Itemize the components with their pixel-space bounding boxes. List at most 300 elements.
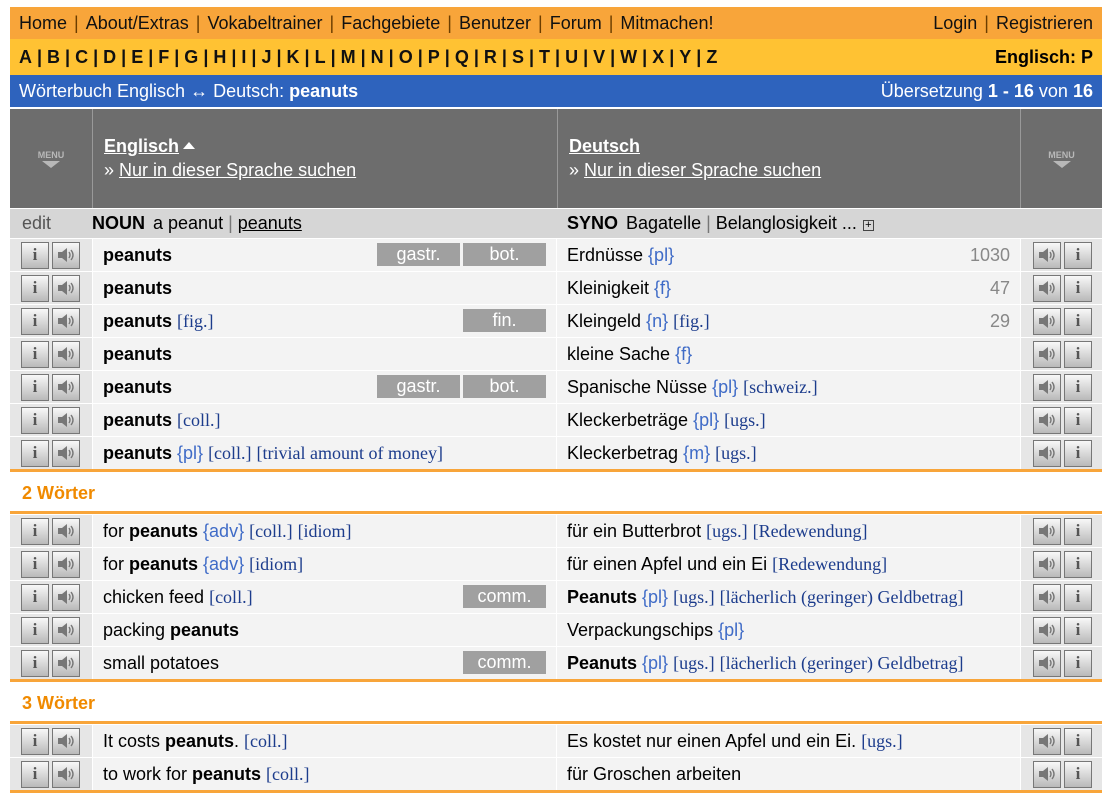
letter-separator: | [583, 46, 589, 67]
info-button[interactable] [1064, 242, 1092, 269]
headword[interactable]: peanuts [129, 520, 199, 541]
letter-separator: | [231, 46, 237, 67]
edit-link[interactable]: edit [22, 213, 52, 233]
vote-count: 1030 [969, 244, 1010, 265]
translation-row [10, 370, 1102, 403]
letter-link-x[interactable]: X [652, 46, 665, 67]
menu-left[interactable] [10, 109, 92, 208]
letter-link-s[interactable]: S [511, 46, 524, 67]
info-button[interactable] [1064, 518, 1092, 545]
usage-label: [lächerlich (geringer) Geldbetrag] [719, 586, 964, 607]
row-tools-right [1021, 272, 1102, 304]
row-tools-right [1021, 515, 1102, 547]
row-tools-right [1021, 437, 1102, 469]
result-count-label: Übersetzung [880, 80, 983, 101]
row-tools-left [10, 404, 92, 436]
speaker-icon [1038, 412, 1056, 428]
entry-text: Es kostet nur einen Apfel und ein Ei. [567, 730, 857, 751]
nav-link-home[interactable]: Home [19, 12, 68, 33]
letter-link-q[interactable]: Q [454, 46, 469, 67]
usage-label: [ugs.] [861, 730, 903, 751]
subject-tags [463, 309, 546, 332]
nav-link-about-extras[interactable]: About/Extras [85, 12, 189, 33]
nav-link-login[interactable]: Login [933, 12, 978, 33]
expand-synonyms-icon[interactable]: + [863, 220, 874, 231]
pronunciation-button[interactable] [52, 650, 80, 677]
german-entry [557, 272, 1021, 304]
pronunciation-button[interactable] [52, 551, 80, 578]
pronunciation-button[interactable] [52, 728, 80, 755]
speaker-icon [57, 247, 75, 263]
entry-text: für ein Butterbrot [567, 520, 702, 541]
row-tools-left [10, 758, 92, 790]
synonym-1[interactable]: Bagatelle [626, 213, 702, 233]
pronunciation-button[interactable] [52, 518, 80, 545]
result-count [881, 81, 1093, 102]
info-button[interactable] [21, 308, 49, 335]
nav-link-benutzer[interactable]: Benutzer [458, 12, 532, 33]
grammar-label: {pl} [693, 409, 720, 430]
plural-form-link[interactable]: peanuts [237, 213, 302, 233]
speaker-icon [1038, 622, 1056, 638]
info-icon: i [1075, 311, 1081, 330]
translation-row [10, 403, 1102, 436]
pronunciation-button[interactable] [1033, 275, 1061, 302]
info-button[interactable] [1064, 308, 1092, 335]
result-range: 1 - 16 [987, 80, 1034, 101]
column-header [10, 107, 1102, 208]
info-icon: i [32, 620, 38, 639]
current-letter[interactable]: Englisch: P [994, 46, 1093, 67]
letter-separator: | [642, 46, 648, 67]
english-entry [92, 614, 557, 646]
search-german-only-link[interactable]: Nur in dieser Sprache suchen [584, 160, 822, 180]
info-button[interactable] [21, 407, 49, 434]
entry-text: for [103, 553, 130, 574]
menu-label: MENU [37, 149, 65, 160]
headword[interactable]: peanuts [192, 763, 262, 784]
usage-label: [fig.] [673, 310, 710, 331]
grammar-label: {f} [675, 343, 693, 364]
sort-german-link[interactable]: Deutsch [569, 136, 641, 156]
letter-separator: | [304, 46, 310, 67]
usage-label: [lächerlich (geringer) Geldbetrag] [719, 652, 964, 673]
column-english [92, 109, 557, 208]
row-tools-right [1021, 548, 1102, 580]
info-button[interactable] [21, 650, 49, 677]
info-icon: i [32, 410, 38, 429]
letter-separator: | [473, 46, 479, 67]
info-button[interactable] [21, 584, 49, 611]
nav-link-vokabeltrainer[interactable]: Vokabeltrainer [207, 12, 323, 33]
nav-links [19, 13, 713, 34]
row-tools-left [10, 239, 92, 271]
letter-link-w[interactable]: W [620, 46, 638, 67]
row-tools-right [1021, 581, 1102, 613]
info-button[interactable] [1064, 650, 1092, 677]
usage-label: [ugs.] [673, 652, 715, 673]
german-entry [557, 338, 1021, 370]
pronunciation-button[interactable] [1033, 242, 1061, 269]
headword[interactable]: peanuts [103, 277, 173, 298]
pronunciation-button[interactable] [52, 584, 80, 611]
nav-link-forum[interactable]: Forum [549, 12, 602, 33]
info-icon: i [32, 731, 38, 750]
info-icon: i [32, 653, 38, 672]
info-button[interactable] [1064, 761, 1092, 788]
pronunciation-button[interactable] [1033, 551, 1061, 578]
translation-row [10, 514, 1102, 547]
pronunciation-button[interactable] [52, 275, 80, 302]
letter-link-e[interactable]: E [131, 46, 144, 67]
english-entry [92, 758, 557, 790]
entry-text: Verpackungschips [567, 619, 714, 640]
grammar-label: {pl} [177, 442, 204, 463]
pronunciation-button[interactable] [52, 407, 80, 434]
english-entry [92, 581, 557, 613]
entry-text: It costs [103, 730, 166, 751]
entry-text: to work for [103, 763, 193, 784]
entry-text: . [234, 730, 240, 751]
pronunciation-button[interactable] [1033, 650, 1061, 677]
info-button[interactable] [21, 275, 49, 302]
usage-label: [idiom] [297, 520, 352, 541]
info-button[interactable] [21, 617, 49, 644]
info-button[interactable] [21, 242, 49, 269]
letter-separator: | [251, 46, 257, 67]
search-english-only-link[interactable]: Nur in dieser Sprache suchen [119, 160, 357, 180]
nav-link-registrieren[interactable]: Registrieren [995, 12, 1093, 33]
info-button[interactable] [21, 374, 49, 401]
info-button[interactable] [1064, 374, 1092, 401]
german-entry [557, 758, 1021, 790]
letter-link-m[interactable]: M [340, 46, 356, 67]
info-button[interactable] [1064, 407, 1092, 434]
info-icon: i [32, 377, 38, 396]
vote-count: 47 [989, 277, 1010, 298]
speaker-icon [57, 733, 75, 749]
subject-tags [377, 375, 546, 398]
grammar-label: {pl} [718, 619, 745, 640]
letter-link-z[interactable]: Z [706, 46, 718, 67]
headword[interactable]: peanuts [103, 442, 173, 463]
pronunciation-button[interactable] [52, 242, 80, 269]
row-tools-right [1021, 404, 1102, 436]
subject-tag[interactable]: comm. [463, 651, 546, 674]
letter-separator: | [174, 46, 180, 67]
letter-link-k[interactable]: K [286, 46, 300, 67]
headword[interactable]: peanuts [103, 409, 173, 430]
letter-separator: | [669, 46, 675, 67]
headword[interactable]: peanuts [103, 376, 173, 397]
pronunciation-button[interactable] [1033, 518, 1061, 545]
speaker-icon [1038, 247, 1056, 263]
info-icon: i [32, 554, 38, 573]
nav-link-mitmachen[interactable]: Mitmachen! [620, 12, 714, 33]
grammar-label: {adv} [203, 520, 245, 541]
usage-label: [coll.] [244, 730, 288, 751]
search-prefix: » [104, 160, 115, 180]
speaker-icon [57, 445, 75, 461]
speaker-icon [57, 655, 75, 671]
info-button[interactable] [21, 341, 49, 368]
info-icon: i [1075, 764, 1081, 783]
info-button[interactable] [1064, 584, 1092, 611]
entry-text: small potatoes [103, 652, 220, 673]
nav-separator: | [447, 12, 452, 33]
usage-label: [coll.] [266, 763, 310, 784]
nav-separator: | [195, 12, 201, 33]
pronunciation-button[interactable] [1033, 761, 1061, 788]
translation-row [10, 238, 1102, 271]
vote-count: 29 [989, 310, 1010, 331]
row-tools-left [10, 548, 92, 580]
headword[interactable]: Peanuts [567, 652, 638, 673]
entry-header-german: SYNO Bagatelle | Belanglosigkeit ... + [558, 213, 1102, 234]
results [10, 238, 1102, 793]
headword[interactable]: peanuts [103, 343, 173, 364]
entry-text: packing [103, 619, 171, 640]
menu-icon[interactable] [1048, 150, 1075, 168]
info-icon: i [1075, 344, 1081, 363]
pronunciation-button[interactable] [1033, 440, 1061, 467]
letter-link-u[interactable]: U [565, 46, 579, 67]
letter-link-p[interactable]: P [427, 46, 440, 67]
german-entry [557, 614, 1021, 646]
pronunciation-button[interactable] [1033, 617, 1061, 644]
nav-separator: | [74, 12, 79, 33]
entry-text: Kleinigkeit [567, 277, 650, 298]
letter-separator: | [528, 46, 535, 67]
row-tools-left [10, 581, 92, 613]
translation-row [10, 547, 1102, 580]
info-button[interactable] [1064, 275, 1092, 302]
letter-separator: | [444, 46, 450, 67]
row-tools-right [1021, 614, 1102, 646]
usage-label: [Redewendung] [752, 520, 868, 541]
entry-text: Erdnüsse [567, 244, 644, 265]
letter-link-b[interactable]: B [47, 46, 61, 67]
info-button[interactable] [1064, 440, 1092, 467]
entry-header-english: NOUN a peanut | peanuts [92, 213, 302, 233]
page [10, 7, 1102, 793]
info-button[interactable] [21, 518, 49, 545]
usage-label: [fig.] [177, 310, 214, 331]
pronunciation-button[interactable] [52, 308, 80, 335]
info-icon: i [1075, 587, 1081, 606]
info-button[interactable] [21, 728, 49, 755]
results-bottom-border [10, 790, 1102, 793]
letter-link-v[interactable]: V [593, 46, 606, 67]
row-tools-right [1021, 647, 1102, 679]
synonym-2[interactable]: Belanglosigkeit ... [715, 213, 857, 233]
top-nav [10, 7, 1102, 39]
pronunciation-button[interactable] [52, 617, 80, 644]
letter-separator: | [388, 46, 394, 67]
info-icon: i [32, 344, 38, 363]
alphabet-bar [10, 39, 1102, 75]
letter-link-d[interactable]: D [103, 46, 117, 67]
letter-link-f[interactable]: F [158, 46, 170, 67]
info-icon: i [32, 311, 38, 330]
result-of: von [1038, 80, 1068, 101]
letter-link-j[interactable]: J [261, 46, 272, 67]
subject-tag[interactable]: comm. [463, 585, 546, 608]
subject-tag[interactable]: fin. [463, 309, 546, 332]
entry-text: für einen Apfel und ein Ei [567, 553, 768, 574]
part-of-speech: NOUN [92, 213, 145, 233]
grammar-label: {pl} [648, 244, 675, 265]
letter-link-g[interactable]: G [184, 46, 199, 67]
nav-account-links [933, 13, 1093, 34]
letter-link-y[interactable]: Y [679, 46, 692, 67]
grammar-label: {pl} [642, 652, 669, 673]
sort-english-link[interactable]: Englisch [104, 136, 180, 156]
headword[interactable]: peanuts [103, 310, 173, 331]
german-entry [557, 581, 1021, 613]
entry-text: kleine Sache [567, 343, 671, 364]
usage-label: [coll.] [177, 409, 221, 430]
letter-separator: | [37, 46, 43, 67]
usage-label: [ugs.] [715, 442, 757, 463]
letter-separator: | [65, 46, 71, 67]
letter-separator: | [610, 46, 616, 67]
pronunciation-button[interactable] [1033, 407, 1061, 434]
pronunciation-button[interactable] [52, 341, 80, 368]
info-icon: i [32, 443, 38, 462]
speaker-icon [57, 346, 75, 362]
german-entry [557, 404, 1021, 436]
pronunciation-button[interactable] [1033, 728, 1061, 755]
info-icon: i [1075, 521, 1081, 540]
subject-tag[interactable]: gastr. [377, 375, 460, 398]
german-entry [557, 725, 1021, 757]
info-button[interactable] [21, 551, 49, 578]
speaker-icon [1038, 445, 1056, 461]
usage-label: [coll.] [249, 520, 293, 541]
menu-icon[interactable] [38, 150, 65, 168]
letter-link-h[interactable]: H [213, 46, 227, 67]
grammar-label: {m} [683, 442, 711, 463]
pronunciation-button[interactable] [1033, 308, 1061, 335]
translation-row [10, 580, 1102, 613]
letter-separator: | [696, 46, 702, 67]
letter-link-t[interactable]: T [539, 46, 551, 67]
english-entry [92, 404, 557, 436]
translation-row [10, 757, 1102, 790]
translation-row [10, 613, 1102, 646]
info-button[interactable] [1064, 617, 1092, 644]
speaker-icon [57, 313, 75, 329]
row-tools-left [10, 305, 92, 337]
letter-link-r[interactable]: R [483, 46, 497, 67]
pronunciation-button[interactable] [52, 374, 80, 401]
nav-separator: | [538, 12, 543, 33]
english-entry [92, 437, 557, 469]
row-tools-right [1021, 239, 1102, 271]
info-button[interactable] [21, 761, 49, 788]
info-icon: i [32, 245, 38, 264]
speaker-icon [57, 589, 75, 605]
alphabet-links [19, 47, 717, 68]
english-entry [92, 272, 557, 304]
subject-tag[interactable]: gastr. [377, 243, 460, 266]
headword[interactable]: peanuts [103, 244, 173, 265]
info-button[interactable] [1064, 341, 1092, 368]
grammar-label: {pl} [642, 586, 669, 607]
subject-tags [463, 651, 546, 674]
speaker-icon [1038, 589, 1056, 605]
info-button[interactable] [1064, 728, 1092, 755]
info-button[interactable] [1064, 551, 1092, 578]
speaker-icon [57, 622, 75, 638]
letter-link-c[interactable]: C [75, 46, 89, 67]
info-icon: i [1075, 653, 1081, 672]
row-tools-left [10, 371, 92, 403]
letter-link-l[interactable]: L [314, 46, 326, 67]
german-entry [557, 647, 1021, 679]
letter-link-n[interactable]: N [370, 46, 384, 67]
speaker-icon [57, 556, 75, 572]
subject-tag[interactable]: bot. [463, 243, 546, 266]
letter-separator: | [555, 46, 561, 67]
info-button[interactable] [21, 440, 49, 467]
title-prefix: Wörterbuch Englisch ↔ Deutsch: [19, 80, 285, 101]
headword[interactable]: peanuts [165, 730, 235, 751]
pronunciation-button[interactable] [1033, 341, 1061, 368]
entry-header [10, 208, 1102, 238]
headword[interactable]: peanuts [170, 619, 240, 640]
usage-label: [Redewendung] [772, 553, 888, 574]
info-icon: i [32, 764, 38, 783]
translation-row [10, 271, 1102, 304]
row-tools-left [10, 437, 92, 469]
letter-link-a[interactable]: A [19, 46, 32, 67]
headword[interactable]: peanuts [129, 553, 199, 574]
grammar-label: {n} [646, 310, 669, 331]
german-entry [557, 548, 1021, 580]
english-entry [92, 548, 557, 580]
headword[interactable]: Peanuts [567, 586, 638, 607]
pronunciation-button[interactable] [1033, 374, 1061, 401]
nav-link-fachgebiete[interactable]: Fachgebiete [341, 12, 441, 33]
speaker-icon [1038, 556, 1056, 572]
pronunciation-button[interactable] [1033, 584, 1061, 611]
column-german [557, 109, 1021, 208]
row-tools-left [10, 338, 92, 370]
entry-text: für Groschen arbeiten [567, 763, 742, 784]
english-entry [92, 239, 557, 271]
speaker-icon [1038, 346, 1056, 362]
group-heading: 2 Wörter [10, 469, 1102, 511]
row-tools-left [10, 515, 92, 547]
subject-tags [463, 585, 546, 608]
menu-right[interactable] [1021, 109, 1102, 208]
letter-link-o[interactable]: O [398, 46, 413, 67]
usage-label: [ugs.] [673, 586, 715, 607]
pronunciation-button[interactable] [52, 440, 80, 467]
menu-label: MENU [1048, 149, 1075, 160]
dictionary-title [19, 81, 358, 102]
speaker-icon [1038, 313, 1056, 329]
row-tools-right [1021, 725, 1102, 757]
speaker-icon [1038, 280, 1056, 296]
letter-link-i[interactable]: I [241, 46, 247, 67]
entry-text: Kleckerbetrag [567, 442, 679, 463]
pronunciation-button[interactable] [52, 761, 80, 788]
subject-tag[interactable]: bot. [463, 375, 546, 398]
letter-separator: | [276, 46, 282, 67]
